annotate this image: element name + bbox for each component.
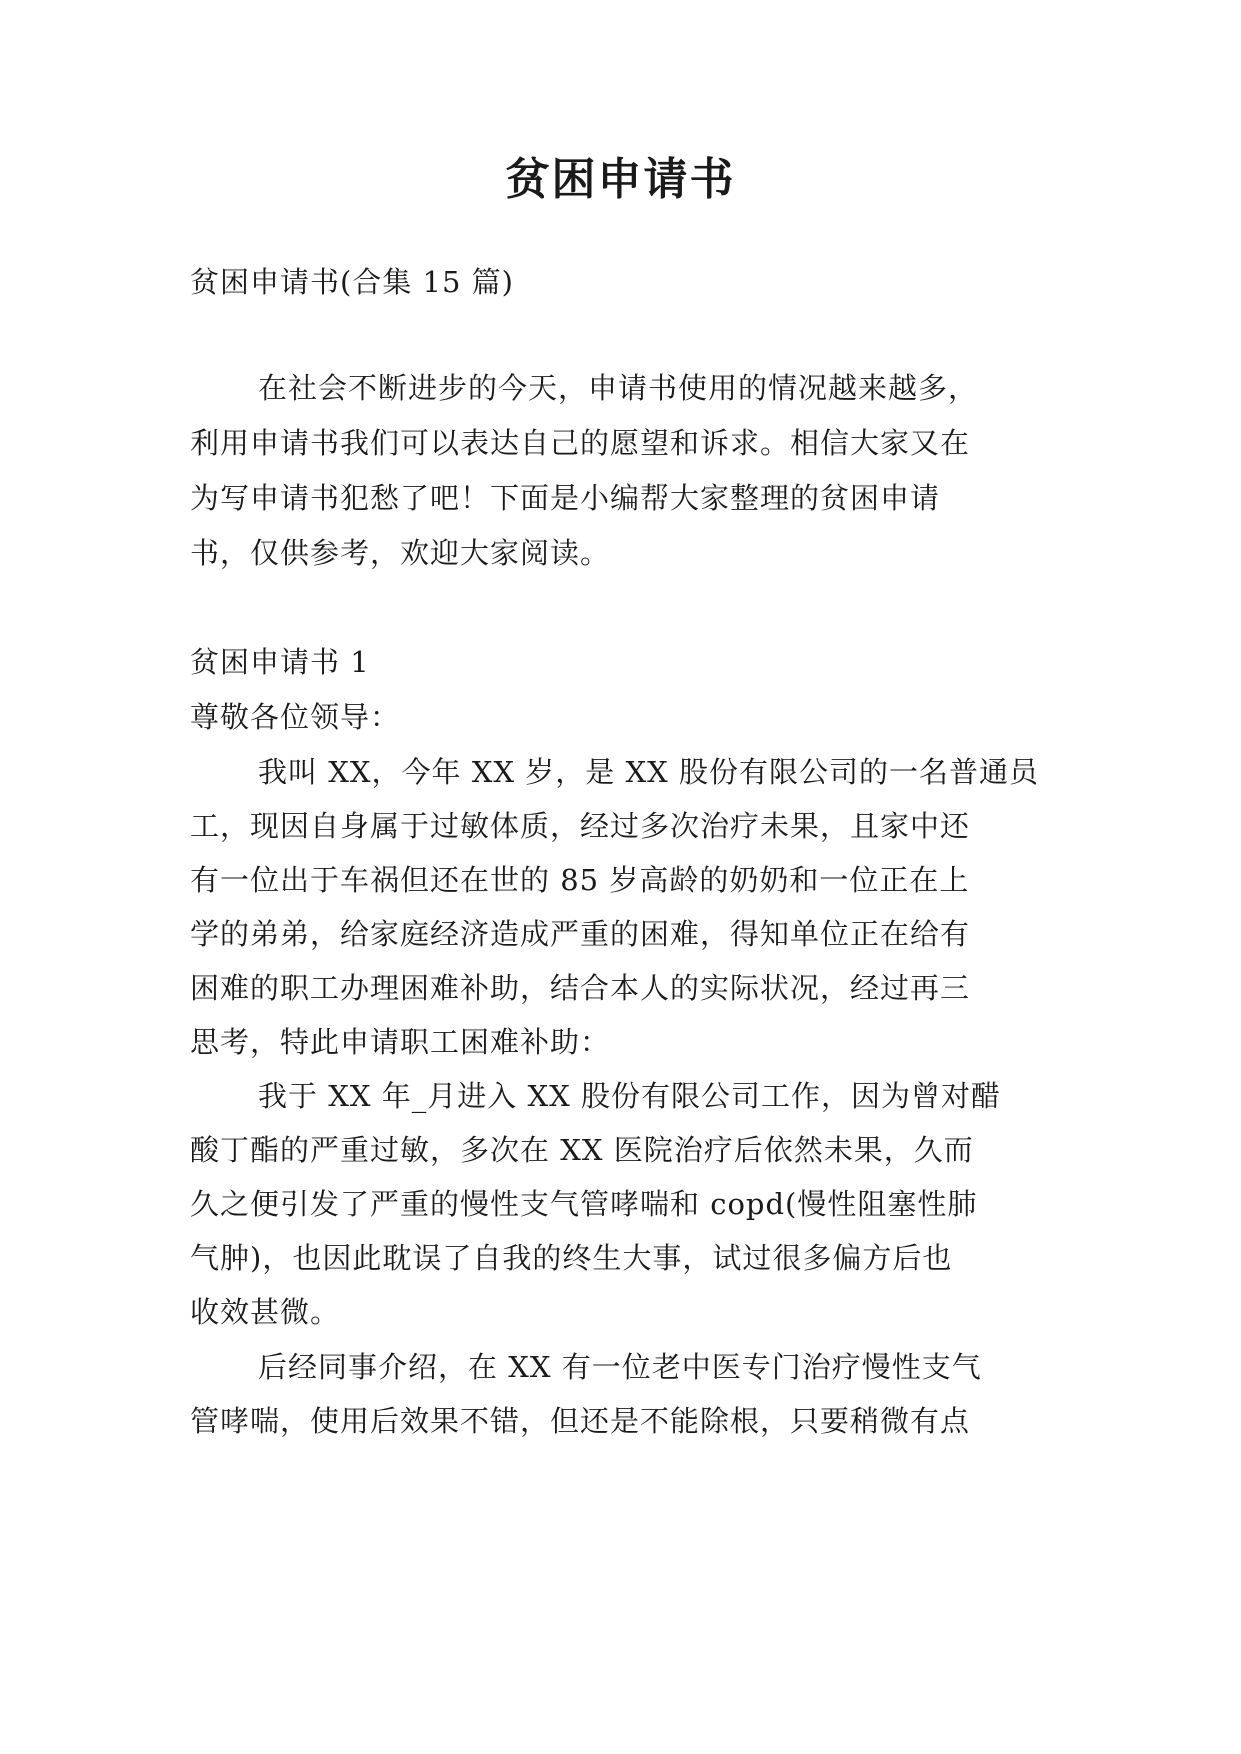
paragraph-line: 收效甚微。: [190, 1295, 341, 1329]
document-subtitle: 贫困申请书(合集 15 篇): [190, 265, 514, 299]
salutation: 尊敬各位领导：: [190, 700, 401, 734]
paragraph-line: 管哮喘，使用后效果不错，但还是不能除根，只要稍微有点: [190, 1404, 971, 1438]
paragraph-line: 久之便引发了严重的慢性支气管哮喘和 copd(慢性阻塞性肺: [190, 1187, 978, 1221]
paragraph-line: 我于 XX 年_月进入 XX 股份有限公司工作，因为曾对醋: [258, 1079, 1001, 1113]
intro-line: 书，仅供参考，欢迎大家阅读。: [190, 536, 611, 570]
paragraph-line: 有一位出于车祸但还在世的 85 岁高龄的奶奶和一位正在上: [190, 863, 970, 897]
paragraph-line: 工，现因自身属于过敏体质，经过多次治疗未果，且家中还: [190, 809, 971, 843]
paragraph-line: 酸丁酯的严重过敏，多次在 XX 医院治疗后依然未果，久而: [190, 1133, 974, 1167]
paragraph-line: 学的弟弟，给家庭经济造成严重的困难，得知单位正在给有: [190, 917, 971, 951]
intro-line: 在社会不断进步的今天，申请书使用的情况越来越多，: [258, 371, 979, 405]
paragraph-line: 困难的职工办理困难补助，结合本人的实际状况，经过再三: [190, 971, 971, 1005]
section-heading: 贫困申请书 1: [190, 645, 370, 679]
paragraph-line: 后经同事介绍，在 XX 有一位老中医专门治疗慢性支气: [258, 1350, 982, 1384]
document-title: 贫困申请书: [505, 154, 736, 205]
intro-line: 为写申请书犯愁了吧！下面是小编帮大家整理的贫困申请: [190, 481, 941, 515]
paragraph-line: 思考，特此申请职工困难补助：: [190, 1025, 611, 1059]
intro-line: 利用申请书我们可以表达自己的愿望和诉求。相信大家又在: [190, 426, 971, 460]
paragraph-line: 气肿)，也因此耽误了自我的终生大事，试过很多偏方后也: [190, 1241, 953, 1275]
paragraph-line: 我叫 XX，今年 XX 岁，是 XX 股份有限公司的一名普通员: [258, 755, 1039, 789]
